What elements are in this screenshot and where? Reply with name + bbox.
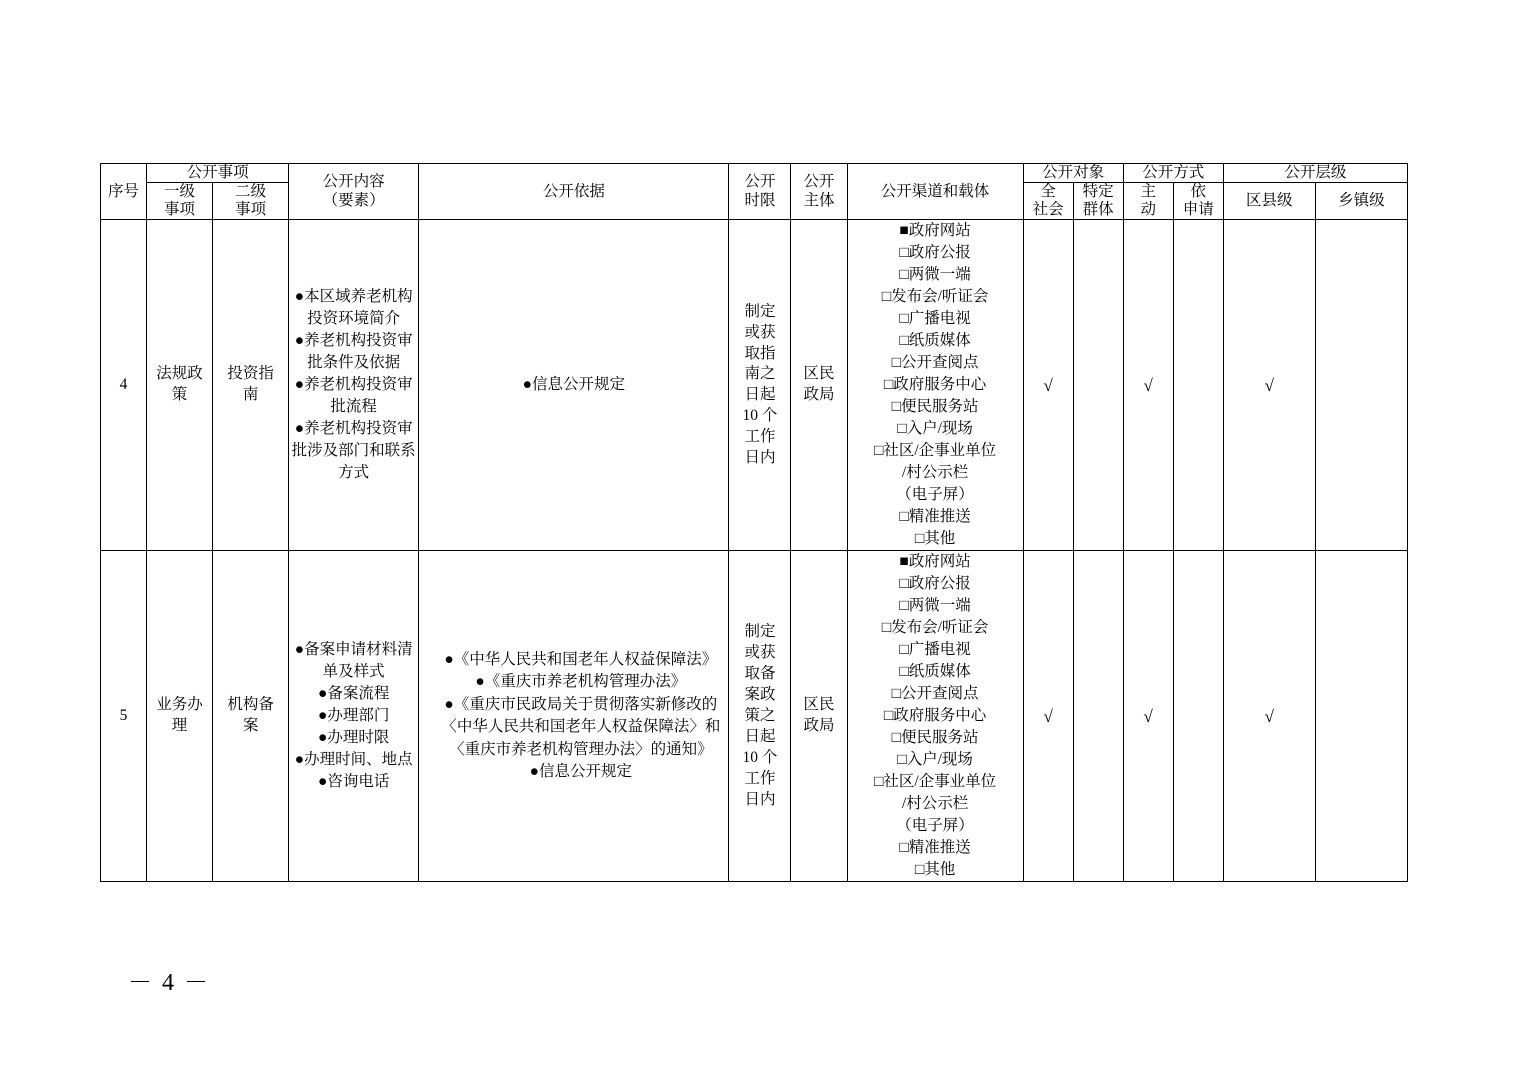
cell-method-active: √: [1123, 220, 1173, 551]
channel-option: □广播电视: [899, 641, 971, 659]
cell-channel: [847, 220, 1023, 551]
cell-time-limit: 制定 或获 取指 南之 日起 10 个 工作 日内: [729, 220, 791, 551]
cell-audience-all: √: [1023, 220, 1073, 551]
channel-option: ■政府网站: [899, 222, 971, 240]
header-subject-line2: 主体: [803, 191, 835, 209]
content-item: ●办理时间、地点: [294, 751, 413, 769]
header-audience-all: [1023, 182, 1073, 220]
channel-option: □纸质媒体: [899, 332, 971, 350]
cell-method-active: √: [1123, 551, 1173, 882]
content-item: ●备案流程: [317, 685, 390, 703]
cell-seq: 4: [101, 220, 147, 551]
channel-option: □入户/现场: [897, 751, 973, 769]
cell-content: [289, 551, 419, 882]
cell-method-apply: [1173, 220, 1223, 551]
header-level-town: 乡镇级: [1315, 182, 1407, 220]
channel-option: ■政府网站: [899, 553, 971, 571]
channel-option: □发布会/听证会: [881, 288, 989, 306]
channel-option: □两微一端: [899, 597, 971, 615]
channel-option: □便民服务站: [891, 729, 979, 747]
cell-basis: [419, 551, 729, 882]
cell-audience-specific: [1073, 220, 1123, 551]
header-subject: [791, 164, 847, 220]
content-item: ●养老机构投资审批条件及依据: [294, 332, 413, 372]
channel-option: □发布会/听证会: [881, 619, 989, 637]
header-audience-specific-line2: 群体: [1082, 201, 1114, 219]
header-content-line1: 公开内容: [322, 173, 385, 191]
channel-option: □公开查阅点: [891, 685, 979, 703]
cell-audience-all: √: [1023, 551, 1073, 882]
content-item: ●咨询电话: [317, 773, 390, 791]
channel-option: □纸质媒体: [899, 663, 971, 681]
content-item: ●本区域养老机构投资环境简介: [294, 288, 413, 328]
header-audience-specific: [1073, 182, 1123, 220]
basis-item: ●信息公开规定: [522, 376, 626, 394]
table-body: [101, 220, 1408, 882]
channel-option: □便民服务站: [891, 398, 979, 416]
header-subject-line1: 公开: [803, 173, 835, 191]
header-audience-group: 公开对象: [1023, 164, 1123, 183]
header-level2: 二级 事项: [213, 182, 289, 220]
channel-option-cont: （电子屏）: [896, 817, 974, 835]
header-audience-all-line1: 全: [1040, 182, 1056, 200]
cell-subject: 区民 政局: [791, 220, 847, 551]
header-level1: 一级 事项: [147, 182, 213, 220]
channel-option: □广播电视: [899, 310, 971, 328]
table-header-row-1: [101, 164, 1408, 183]
disclosure-table: [100, 163, 1408, 882]
header-method-apply-line1: 依: [1190, 182, 1207, 200]
channel-option: □政府公报: [899, 575, 971, 593]
content-item: ●备案申请材料清单及样式: [294, 641, 413, 681]
channel-option: □社区/企事业单位: [873, 773, 997, 791]
channel-option: □入户/现场: [897, 420, 973, 438]
cell-level-town: [1315, 220, 1407, 551]
cell-subject: 区民 政局: [791, 551, 847, 882]
content-item: ●办理时限: [317, 729, 390, 747]
basis-item: ●《重庆市养老机构管理办法》: [475, 673, 687, 691]
basis-item: ●信息公开规定: [529, 763, 633, 781]
header-level-group: 公开层级: [1223, 164, 1407, 183]
table-header: [101, 164, 1408, 220]
channel-option-cont: /村公示栏: [901, 795, 969, 813]
header-seq: 序号: [101, 164, 147, 220]
cell-level-county: √: [1223, 551, 1315, 882]
cell-method-apply: [1173, 551, 1223, 882]
cell-seq: 5: [101, 551, 147, 882]
channel-option: □政府公报: [899, 244, 971, 262]
table-row: [101, 220, 1408, 551]
header-time-limit-line1: 公开: [744, 173, 776, 191]
channel-option-cont: /村公示栏: [901, 464, 969, 482]
disclosure-table-wrapper: [100, 163, 1408, 882]
content-item: ●养老机构投资审批涉及部门和联系方式: [291, 420, 416, 482]
header-time-limit: [729, 164, 791, 220]
channel-option: □政府服务中心: [883, 707, 987, 725]
channel-option: □公开查阅点: [891, 354, 979, 372]
page-number: － 4 －: [128, 970, 210, 996]
header-method-apply: [1173, 182, 1223, 220]
channel-option: □社区/企事业单位: [873, 442, 997, 460]
basis-item: ●《中华人民共和国老年人权益保障法》: [444, 650, 718, 668]
header-audience-all-line2: 社会: [1032, 201, 1064, 219]
cell-level2: 机构备 案: [213, 551, 289, 882]
header-basis: 公开依据: [419, 164, 729, 220]
header-method-active-line1: 主: [1140, 182, 1156, 200]
cell-time-limit: 制定 或获 取备 案政 策之 日起 10 个 工作 日内: [729, 551, 791, 882]
channel-option: □精准推送: [899, 839, 971, 857]
header-time-limit-line2: 时限: [744, 191, 776, 209]
channel-option: □其他: [914, 861, 956, 879]
table-row: [101, 551, 1408, 882]
channel-option: □政府服务中心: [883, 376, 987, 394]
cell-level1: 法规政 策: [147, 220, 213, 551]
header-method-active: [1123, 182, 1173, 220]
cell-basis: [419, 220, 729, 551]
content-item: ●办理部门: [317, 707, 390, 725]
channel-option: □两微一端: [899, 266, 971, 284]
header-method-group: 公开方式: [1123, 164, 1223, 183]
content-item: ●养老机构投资审批流程: [294, 376, 413, 416]
header-method-apply-line2: 申请: [1182, 201, 1214, 219]
channel-option: □精准推送: [899, 508, 971, 526]
cell-level-county: √: [1223, 220, 1315, 551]
header-content-line2: （要素）: [322, 191, 385, 209]
basis-item: ●《重庆市民政局关于贯彻落实新修改的〈中华人民共和国老年人权益保障法〉和〈重庆市养老机构管理办法〉的通知》: [441, 695, 721, 758]
header-method-active-line2: 动: [1140, 201, 1156, 219]
cell-content: [289, 220, 419, 551]
cell-audience-specific: [1073, 551, 1123, 882]
header-audience-specific-line1: 特定: [1082, 182, 1114, 200]
header-item-group: 公开事项: [147, 164, 289, 183]
cell-level2: 投资指 南: [213, 220, 289, 551]
header-level-county: 区县级: [1223, 182, 1315, 220]
header-channel: 公开渠道和载体: [847, 164, 1023, 220]
header-content: [289, 164, 419, 220]
cell-channel: [847, 551, 1023, 882]
cell-level1: 业务办 理: [147, 551, 213, 882]
channel-option: □其他: [914, 530, 956, 548]
channel-option-cont: （电子屏）: [896, 486, 974, 504]
cell-level-town: [1315, 551, 1407, 882]
